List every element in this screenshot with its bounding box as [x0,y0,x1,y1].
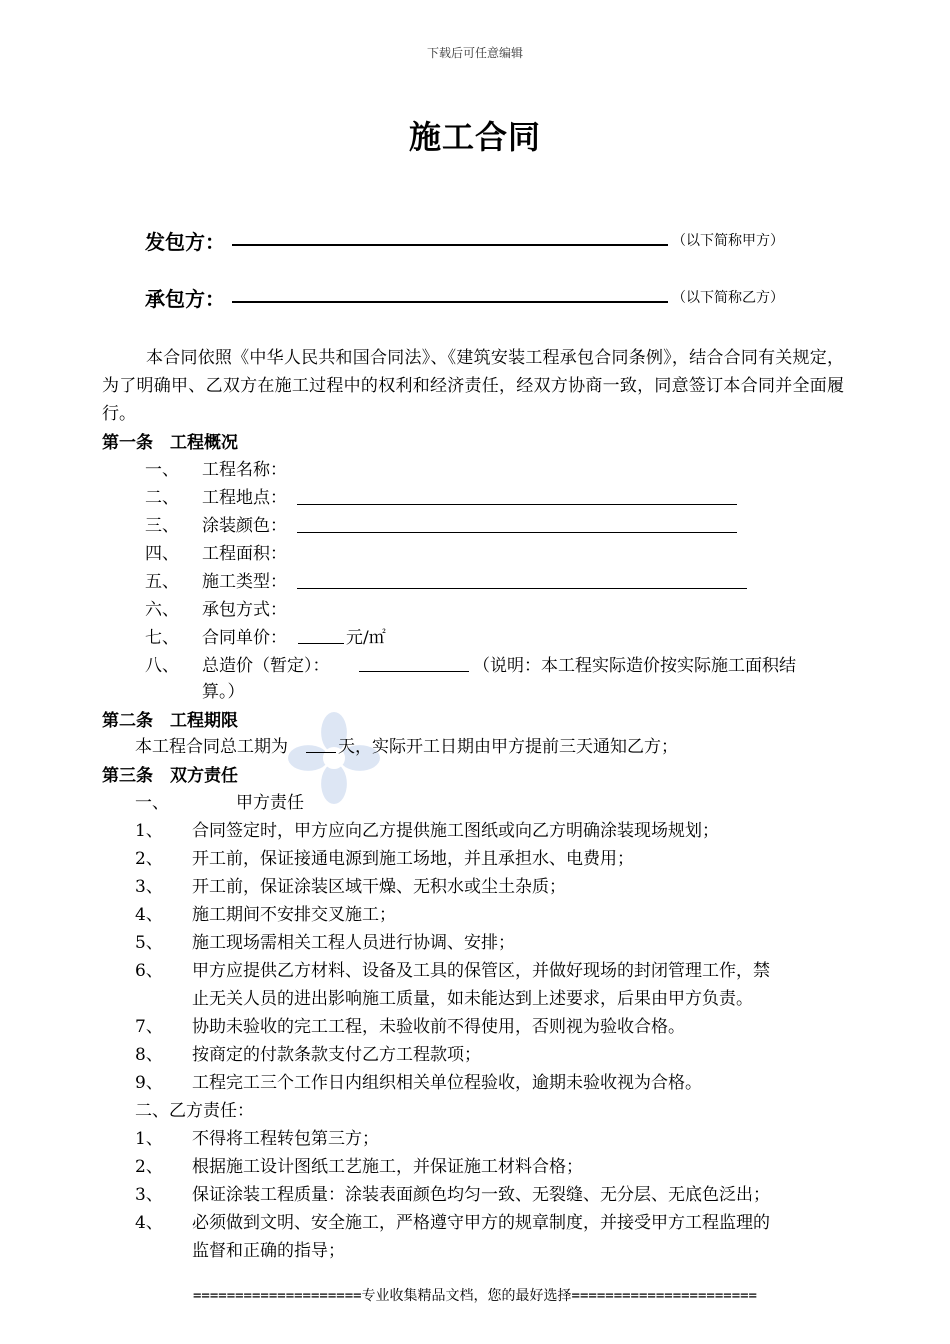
art2-days-blank [306,752,336,753]
art3-b-item-num: 4、 [135,1213,163,1233]
art1-item-5-num: 五、 [145,572,179,592]
art3-a-item-text: 施工现场需相关工程人员进行协调、安排； [192,933,515,953]
art1-item-1-num: 一、 [145,460,179,480]
art2-text-b: 天，实际开工日期由甲方提前三天通知乙方； [338,737,678,757]
art3-b-title: 二、乙方责任： [135,1101,254,1121]
art3-b-item-num: 1、 [135,1129,163,1149]
art1-item-3-text: 涂装颜色： [202,516,287,536]
art1-item-8-text: 总造价（暂定）： [202,656,330,676]
art3-a-item-text: 开工前，保证涂装区域干燥、无积水或尘土杂质； [192,877,566,897]
article-3-title: 第三条 双方责任 [102,766,238,786]
article-1-title: 第一条 工程概况 [102,433,238,453]
art3-b-item-num: 2、 [135,1157,163,1177]
art3-a-item-text: 协助未验收的完工工程，未验收前不得使用，否则视为验收合格。 [192,1017,685,1037]
art1-item-5-text: 施工类型： [202,572,287,592]
art3-b-item-text: 保证涂装工程质量：涂装表面颜色均匀一致、无裂缝、无分层、无底色泛出； [192,1185,770,1205]
art3-a-item-text: 开工前，保证接通电源到施工场地，并且承担水、电费用； [192,849,634,869]
footer-banner: ====================专业收集精品文档，您的最好选择====================== [192,1288,757,1304]
employer-note: （以下简称甲方） [672,233,784,249]
art3-a-item-text: 按商定的付款条款支付乙方工程款项； [192,1045,481,1065]
art3-a-item-num: 5、 [135,933,163,953]
art3-a-item-num: 1、 [135,821,163,841]
art3-a-item-num: 4、 [135,905,163,925]
art2-text-a: 本工程合同总工期为 [135,737,288,757]
art1-item-7-unit: 元/㎡ [346,628,386,648]
art3-a-item-num: 2、 [135,849,163,869]
header-note: 下载后可任意编辑 [426,46,523,60]
art3-a-item-text: 工程完工三个工作日内组织相关单位程验收，逾期未验收视为合格。 [192,1073,702,1093]
art1-item-8-note: （说明：本工程实际造价按实际施工面积结 [473,656,796,676]
art1-item-3-num: 三、 [145,516,179,536]
art3-b-item-text: 不得将工程转包第三方； [192,1129,379,1149]
art1-item-7-blank [298,643,344,644]
art3-b-item-num: 3、 [135,1185,163,1205]
art3-a-item-num: 3、 [135,877,163,897]
contractor-line [232,301,668,303]
contractor-note: （以下简称乙方） [672,290,784,306]
art3-a-item-num: 9、 [135,1073,163,1093]
art1-item-2-num: 二、 [145,488,179,508]
art1-item-5-blank [297,588,747,589]
art3-b-item-text: 必须做到文明、安全施工，严格遵守甲方的规章制度，并接受甲方工程监理的 [192,1213,770,1233]
art3-a-item-num: 7、 [135,1017,163,1037]
employer-line [232,244,668,246]
art1-item-7-text: 合同单价： [202,628,287,648]
page-title: 施工合同 [408,118,541,156]
art1-item-2-text: 工程地点： [202,488,287,508]
art3-a-item-text: 合同签定时，甲方应向乙方提供施工图纸或向乙方明确涂装现场规划； [192,821,719,841]
art3-b-item-text: 根据施工设计图纸工艺施工，并保证施工材料合格； [192,1157,583,1177]
art1-item-2-blank [297,504,737,505]
art3-a-item-text: 施工期间不安排交叉施工； [192,905,396,925]
contractor-label: 承包方： [145,287,225,311]
art1-item-8-num: 八、 [145,656,179,676]
art1-item-4-text: 工程面积： [202,544,287,564]
employer-label: 发包方： [145,230,225,254]
art3-a-num: 一、 [135,793,169,813]
art1-item-7-num: 七、 [145,628,179,648]
art1-item-8-blank [359,671,469,672]
art1-item-4-num: 四、 [145,544,179,564]
art3-b-item-text-cont: 监督和正确的指导； [192,1241,345,1261]
art1-item-1-text: 工程名称： [202,460,287,480]
art1-item-6-num: 六、 [145,600,179,620]
art1-item-3-blank [297,532,737,533]
art3-a-item-num: 8、 [135,1045,163,1065]
art3-a-item-text-cont: 止无关人员的进出影响施工质量，如未能达到上述要求，后果由甲方负责。 [192,989,753,1009]
art1-item-8-note-cont: 算。） [202,682,245,702]
art1-item-6-text: 承包方式： [202,600,287,620]
art3-a-item-num: 6、 [135,961,163,981]
art3-a-item-text: 甲方应提供乙方材料、设备及工具的保管区，并做好现场的封闭管理工作，禁 [192,961,770,981]
intro-paragraph: 本合同依照《中华人民共和国合同法》、《建筑安装工程承包合同条例》，结合合同有关规定，为了明确甲、乙双方在施工过程中的权利和经济责任，经双方协商一致，同意签订本合同并全面履行。 [102,348,844,424]
art3-a-title: 甲方责任 [236,793,304,813]
article-2-title: 第二条 工程期限 [102,711,238,731]
